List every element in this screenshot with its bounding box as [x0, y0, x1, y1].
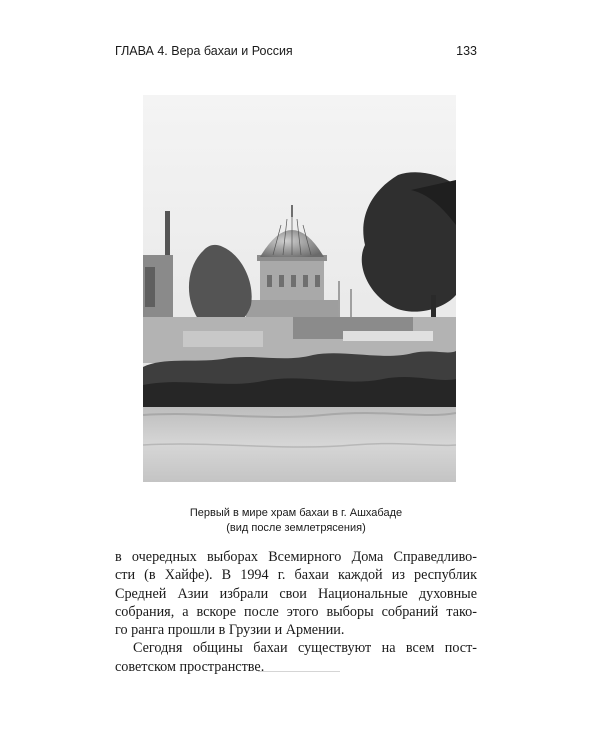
text-line: собрания, а вскоре после этого выборы собраний тако- [115, 603, 477, 620]
body-text [115, 548, 477, 676]
figure-caption [115, 506, 477, 536]
text-line: советском пространстве. [115, 658, 265, 675]
section-divider [258, 671, 340, 672]
caption-line-1: Первый в мире храм бахаи в г. Ашхабаде [189, 507, 403, 519]
text-line: Средней Азии избрали свои Национальные духовные [115, 585, 477, 602]
temple-photograph [143, 95, 456, 482]
text-line: сти (в Хайфе). В 1994 г. бахаи каждой из республик [115, 567, 477, 584]
paragraph-1 [115, 548, 477, 639]
text-line: го ранга прошли в Грузии и Армении. [115, 622, 345, 639]
caption-line-2: (вид после землетрясения) [226, 522, 366, 534]
page-number: 133 [456, 44, 477, 58]
text-line: Сегодня общины бахаи существуют на всем пост- [133, 640, 477, 657]
text-line: в очередных выборах Всемирного Дома Справедливо- [115, 549, 477, 565]
chapter-title: ГЛАВА 4. Вера бахаи и Россия [115, 44, 293, 58]
running-header [115, 44, 477, 64]
